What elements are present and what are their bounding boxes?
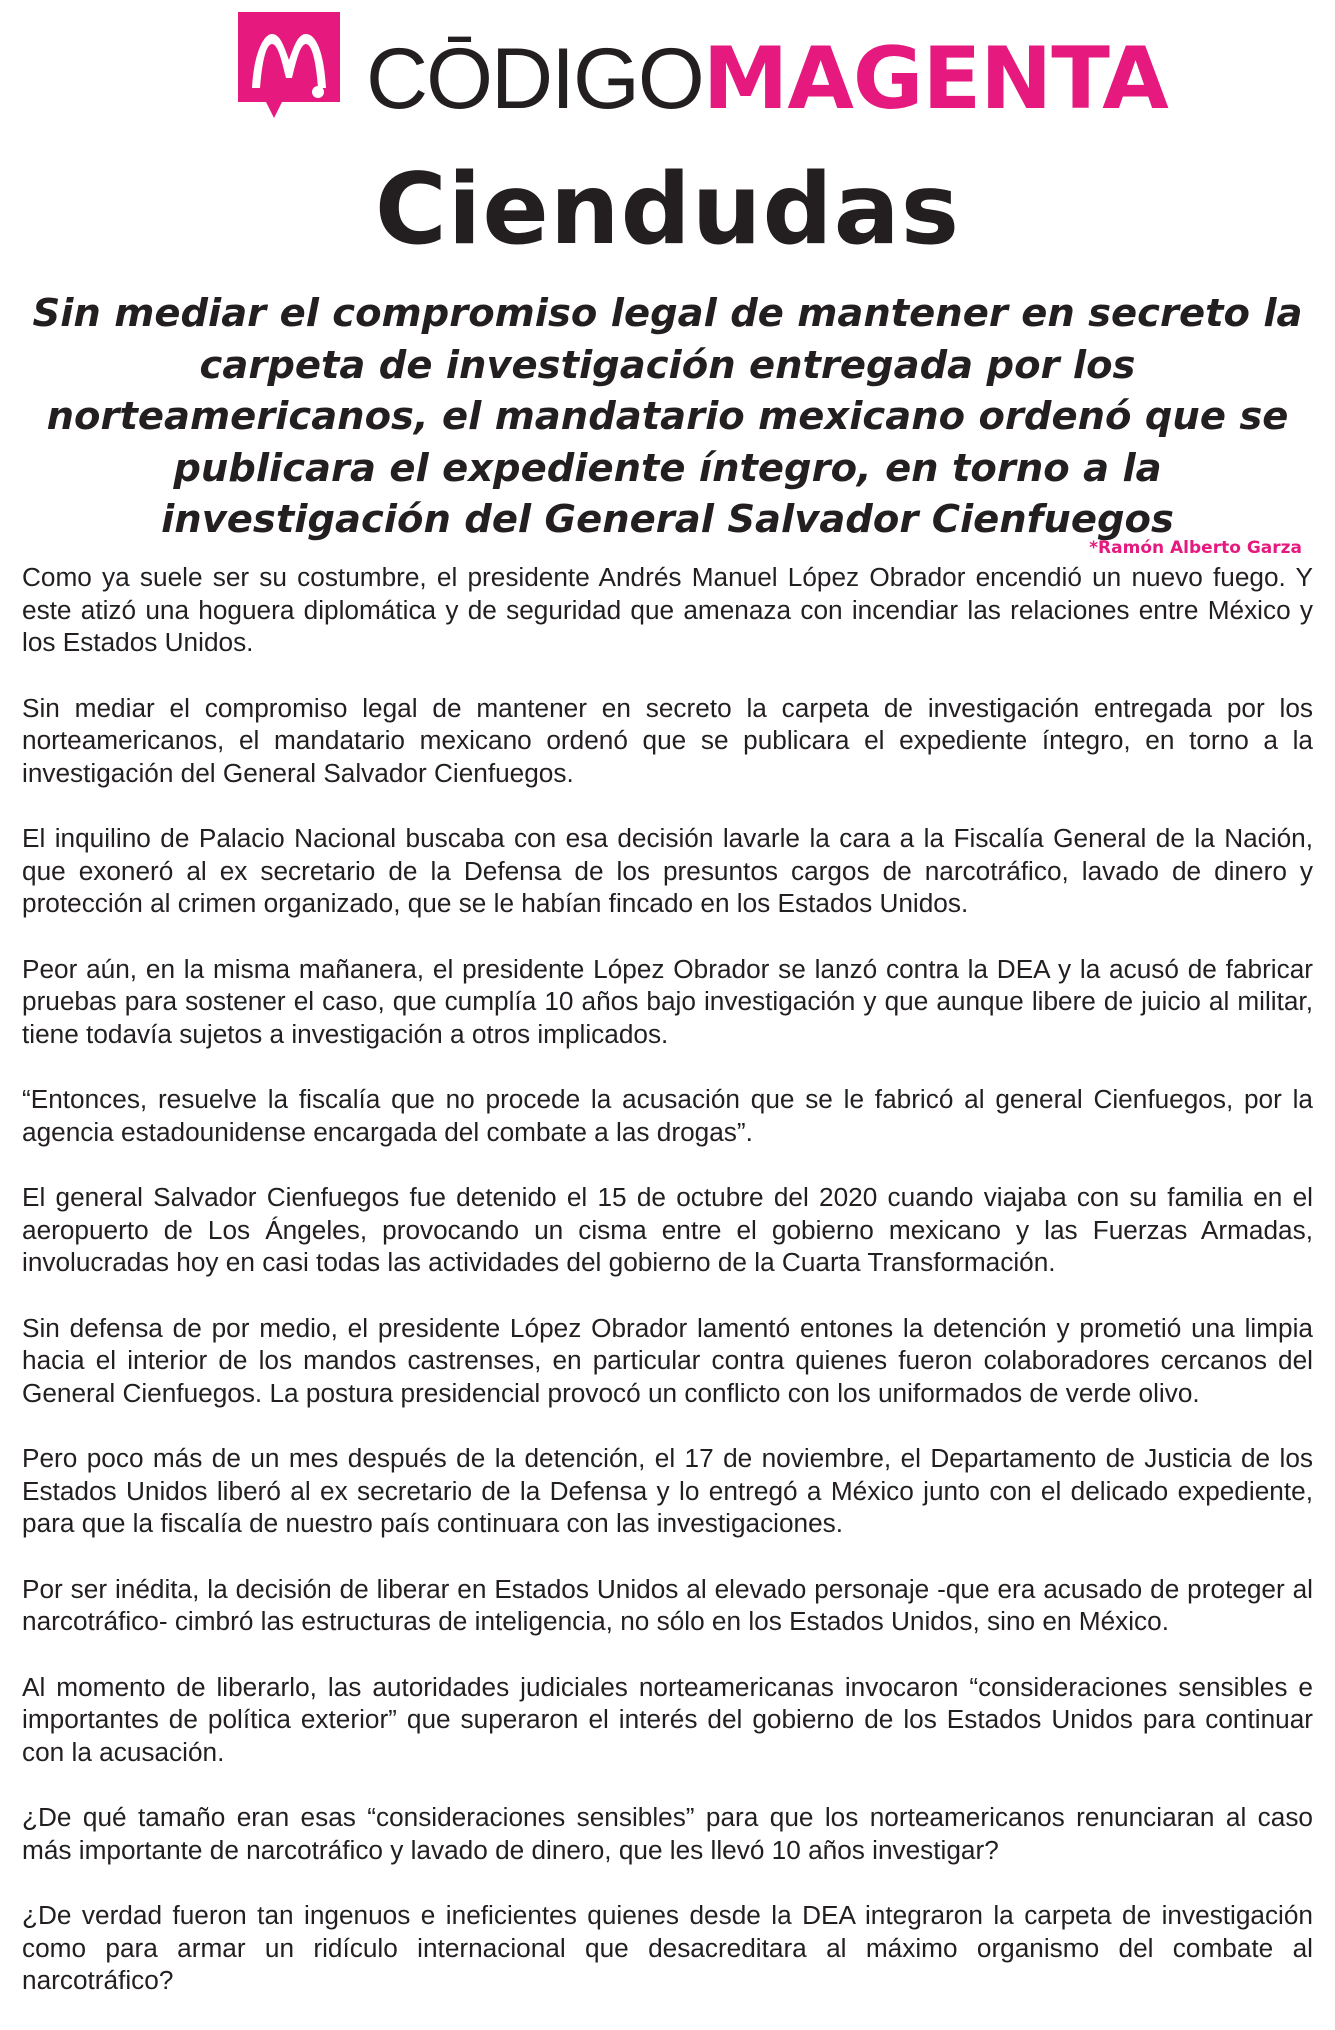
article-byline: *Ramón Alberto Garza bbox=[1089, 538, 1302, 558]
paragraph: Pero poco más de un mes después de la detención, el 17 de noviembre, el Departamento de Justicia de los Estados Unidos liberó al ex secretario de la Defensa y lo entregó a México junto con el delicado expediente, para que la fiscalía de nuestro país continuara con las investigaciones. bbox=[22, 1443, 1313, 1538]
brand-wordmark bbox=[366, 29, 1168, 129]
paragraph: ¿De verdad fueron tan ingenuos e ineficientes quienes desde la DEA integraron la carpeta de investigación como para armar un ridículo internacional que desacreditara al máximo organismo del combate al narcotráfico? bbox=[22, 1900, 1313, 1995]
article-deck: Sin mediar el compromiso legal de mantener en secreto la carpeta de investigación entregada por los norteamericanos, el mandatario mexicano ordenó que se publicara el expediente íntegro, en torno a la investigación del General Salvador Cienfuegos bbox=[32, 291, 1303, 542]
brand-name-part1: CŌDIGO bbox=[366, 31, 703, 127]
paragraph: El inquilino de Palacio Nacional buscaba con esa decisión lavarle la cara a la Fiscalía General de la Nación, que exoneró al ex secretario de la Defensa de los presuntos cargos de narcotráfico, lavado de dinero y protección al crimen organizado, que se le habían fincado en los Estados Unidos. bbox=[22, 823, 1313, 918]
paragraph: El general Salvador Cienfuegos fue detenido el 15 de octubre del 2020 cuando viajaba con su familia en el aeropuerto de Los Ángeles, provocando un cisma entre el gobierno mexicano y las Fuerzas Armadas, involucradas hoy en casi todas las actividades del gobierno de la Cuarta Transformación. bbox=[22, 1182, 1313, 1277]
paragraph: Como ya suele ser su costumbre, el presidente Andrés Manuel López Obrador encendió un nuevo fuego. Y este atizó una hoguera diplomática y de seguridad que amenaza con incendiar las relaciones entre México y los Estados Unidos. bbox=[22, 562, 1313, 657]
paragraph: Al momento de liberarlo, las autoridades judiciales norteamericanas invocaron “consideraciones sensibles e importantes de política exterior” que superaron el interés del gobierno de los Estados Unidos para continuar con la acusación. bbox=[22, 1671, 1313, 1767]
brand-logo bbox=[238, 12, 1168, 132]
article-title: Ciendudas bbox=[374, 153, 961, 267]
article-body bbox=[22, 561, 1313, 2030]
paragraph: Sin defensa de por medio, el presidente López Obrador lamentó entones la detención y prometió una limpia hacia el interior de los mandos castrenses, en particular contra quienes fueron colaboradores cercanos del General Cienfuegos. La postura presidencial provocó un conflicto con los uniformados de verde olivo. bbox=[22, 1312, 1313, 1408]
paragraph: Peor aún, en la misma mañanera, el presidente López Obrador se lanzó contra la DEA y la acusó de fabricar pruebas para sostener el caso, que cumplía 10 años bajo investigación y que aunque libere de juicio al militar, tiene todavía sujetos a investigación a otros implicados. bbox=[22, 953, 1313, 1049]
paragraph: Por ser inédita, la decisión de liberar en Estados Unidos al elevado personaje -que era acusado de proteger al narcotráfico- cimbró las estructuras de inteligencia, no sólo en los Estados Unidos, sino en México. bbox=[22, 1573, 1313, 1636]
brand-name-part2: MAGENTA bbox=[702, 29, 1168, 129]
codigo-magenta-logo-icon bbox=[238, 12, 350, 124]
paragraph: ¿De qué tamaño eran esas “consideraciones sensibles” para que los norteamericanos renunciaran al caso más importante de narcotráfico y lavado de dinero, que les llevó 10 años investigar? bbox=[22, 1802, 1313, 1865]
paragraph: Sin mediar el compromiso legal de mantener en secreto la carpeta de investigación entregada por los norteamericanos, el mandatario mexicano ordenó que se publicara el expediente íntegro, en torno a la investigación del General Salvador Cienfuegos. bbox=[22, 692, 1313, 788]
paragraph: “Entonces, resuelve la fiscalía que no procede la acusación que se le fabricó al general Cienfuegos, por la agencia estadounidense encargada del combate a las drogas”. bbox=[22, 1084, 1313, 1147]
